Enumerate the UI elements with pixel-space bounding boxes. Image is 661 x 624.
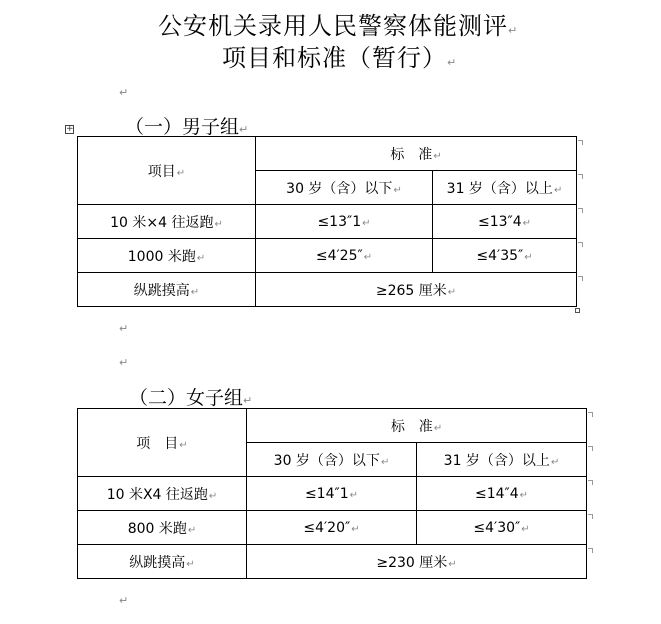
- header-age-30-below: 30 岁（含）以下↵: [247, 443, 417, 477]
- row-end-mark: [578, 140, 583, 145]
- cell-item: 纵跳摸高↵: [78, 273, 256, 307]
- header-item: 项目↵: [78, 137, 256, 205]
- empty-paragraph-mark: ↵: [119, 356, 129, 369]
- header-age-30-below: 30 岁（含）以下↵: [256, 171, 433, 205]
- row-end-mark: [588, 480, 593, 485]
- cell-value: ≤4′35″↵: [433, 239, 577, 273]
- cell-item: 800 米跑↵: [78, 511, 247, 545]
- header-standard: 标 准↵: [247, 409, 587, 443]
- table-row: [78, 477, 587, 511]
- table-row: [78, 205, 577, 239]
- document-title-line2: 项目和标准（暂行）↵: [222, 44, 458, 72]
- male-standards-table: [77, 136, 577, 307]
- table-resize-handle-icon[interactable]: [575, 308, 580, 313]
- cell-value: ≥265 厘米↵: [256, 273, 577, 307]
- row-end-mark: [588, 548, 593, 553]
- table-move-handle-icon[interactable]: +: [66, 124, 74, 134]
- cell-item: 纵跳摸高↵: [78, 545, 247, 579]
- cell-value: ≤4′25″↵: [256, 239, 433, 273]
- row-end-mark: [578, 208, 583, 213]
- header-age-31-above: 31 岁（含）以上↵: [433, 171, 577, 205]
- cell-value: ≤14″4↵: [417, 477, 587, 511]
- cell-value: ≤13″1↵: [256, 205, 433, 239]
- cell-value: ≥230 厘米↵: [247, 545, 587, 579]
- document-title-line1: 公安机关录用人民警察体能测评↵: [158, 12, 519, 40]
- table-row: [78, 239, 577, 273]
- header-standard: 标 准↵: [256, 137, 577, 171]
- cell-value: ≤14″1↵: [247, 477, 417, 511]
- row-end-mark: [578, 242, 583, 247]
- cell-value: ≤4′30″↵: [417, 511, 587, 545]
- row-end-mark: [588, 446, 593, 451]
- table-row: [78, 511, 587, 545]
- empty-paragraph-mark: ↵: [119, 86, 129, 99]
- row-end-mark: [588, 514, 593, 519]
- row-end-mark: [578, 276, 583, 281]
- cell-item: 10 米X4 往返跑↵: [78, 477, 247, 511]
- row-end-mark: [588, 412, 593, 417]
- female-standards-table: [77, 408, 587, 579]
- female-section-heading: （二）女子组↵: [129, 387, 253, 409]
- empty-paragraph-mark: ↵: [119, 322, 129, 335]
- cell-value: ≤13″4↵: [433, 205, 577, 239]
- empty-paragraph-mark: ↵: [119, 594, 129, 607]
- header-age-31-above: 31 岁（含）以上↵: [417, 443, 587, 477]
- cell-value: ≤4′20″↵: [247, 511, 417, 545]
- cell-item: 1000 米跑↵: [78, 239, 256, 273]
- row-end-mark: [578, 174, 583, 179]
- table-row: [78, 545, 587, 579]
- male-section-heading: （一）男子组↵: [125, 116, 249, 138]
- header-item: 项 目↵: [78, 409, 247, 477]
- cell-item: 10 米×4 往返跑↵: [78, 205, 256, 239]
- table-row: [78, 273, 577, 307]
